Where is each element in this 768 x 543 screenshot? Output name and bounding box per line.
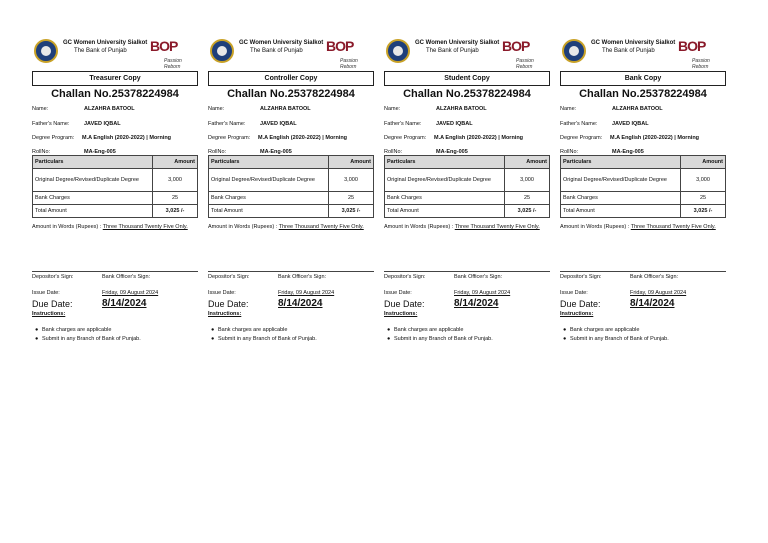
header-particulars: Particulars <box>561 156 681 169</box>
row-amount: 25 <box>329 192 374 205</box>
table-row <box>561 192 726 205</box>
signature-rule <box>560 271 726 272</box>
program-value: M.A English (2020-2022) | Morning <box>610 135 700 141</box>
father-row <box>560 121 649 127</box>
instruction-text: Bank charges are applicable <box>570 327 640 333</box>
father-row <box>384 121 473 127</box>
words-label: Amount in Words (Rupees) : <box>384 224 454 230</box>
header-particulars: Particulars <box>209 156 329 169</box>
university-seal-icon <box>562 39 586 63</box>
instruction-item <box>211 336 317 342</box>
due-date-value: 8/14/2024 <box>454 298 499 309</box>
due-date-label: Due Date: <box>208 299 249 309</box>
bullet-icon: ● <box>35 327 39 333</box>
bop-logo-icon <box>326 38 366 68</box>
instruction-item <box>563 327 640 333</box>
roll-label: RollNo: <box>560 149 579 155</box>
bop-tagline: Passion Reborn <box>692 58 710 70</box>
bank-name: The Bank of Punjab <box>250 48 303 54</box>
total-label: Total Amount <box>561 205 681 218</box>
instruction-item <box>211 327 288 333</box>
name-label: Name: <box>560 106 577 112</box>
total-value: 3,025 /- <box>329 205 374 218</box>
table-row <box>385 169 550 192</box>
table-row <box>561 169 726 192</box>
name-row <box>560 106 663 112</box>
bop-tagline: Passion Reborn <box>340 58 358 70</box>
instruction-item <box>35 336 141 342</box>
row-amount: 3,000 <box>153 169 198 192</box>
bop-logo-text: BOP <box>150 38 178 54</box>
row-amount: 25 <box>153 192 198 205</box>
table-total-row <box>209 205 374 218</box>
university-seal-icon <box>210 39 234 63</box>
instruction-item <box>35 327 112 333</box>
amount-in-words <box>208 223 374 232</box>
bop-logo-text: BOP <box>678 38 706 54</box>
name-value: ALZAHRA BATOOL <box>84 106 135 112</box>
father-label: Father's Name: <box>384 121 422 127</box>
father-value: JAVED IQBAL <box>260 121 297 127</box>
row-item: Original Degree/Revised/Duplicate Degree <box>561 169 681 192</box>
bop-logo-text: BOP <box>502 38 530 54</box>
bullet-icon: ● <box>211 336 215 342</box>
father-row <box>208 121 297 127</box>
program-row <box>384 135 524 141</box>
header-amount: Amount <box>329 156 374 169</box>
total-label: Total Amount <box>385 205 505 218</box>
name-value: ALZAHRA BATOOL <box>612 106 663 112</box>
challan-header <box>560 32 726 68</box>
words-label: Amount in Words (Rupees) : <box>560 224 630 230</box>
name-row <box>208 106 311 112</box>
bop-logo-icon <box>150 38 190 68</box>
row-item: Bank Charges <box>561 192 681 205</box>
row-amount: 3,000 <box>505 169 550 192</box>
challan-number: Challan No.25378224984 <box>51 88 179 100</box>
challan-treasurer <box>32 32 198 342</box>
challan-controller <box>208 32 374 342</box>
header-particulars: Particulars <box>33 156 153 169</box>
program-label: Degree Program: <box>32 135 75 141</box>
fee-table <box>384 155 550 218</box>
table-total-row <box>385 205 550 218</box>
program-label: Degree Program: <box>208 135 251 141</box>
total-value: 3,025 /- <box>153 205 198 218</box>
instruction-text: Submit in any Branch of Bank of Punjab. <box>218 336 317 342</box>
total-label: Total Amount <box>33 205 153 218</box>
row-amount: 3,000 <box>681 169 726 192</box>
total-label: Total Amount <box>209 205 329 218</box>
total-value: 3,025 /- <box>505 205 550 218</box>
issue-date-value: Friday, 09 August 2024 <box>630 290 687 296</box>
table-header-row <box>209 156 374 169</box>
instruction-item <box>387 336 493 342</box>
due-date-value: 8/14/2024 <box>630 298 675 309</box>
instructions-title: Instructions: <box>32 311 66 317</box>
copy-title: Bank Copy <box>560 71 726 86</box>
depositor-sign: Depositor's Sign: <box>208 274 250 280</box>
words-value: Three Thousand Twenty Five Only. <box>278 224 364 230</box>
name-label: Name: <box>32 106 49 112</box>
bank-name: The Bank of Punjab <box>426 48 479 54</box>
father-label: Father's Name: <box>208 121 246 127</box>
name-row <box>384 106 487 112</box>
roll-label: RollNo: <box>32 149 51 155</box>
university-name: GC Women University Sialkot <box>239 40 324 46</box>
instructions-title: Instructions: <box>560 311 594 317</box>
father-value: JAVED IQBAL <box>84 121 121 127</box>
copy-title: Controller Copy <box>208 71 374 86</box>
table-row <box>385 192 550 205</box>
officer-sign: Bank Officer's Sign: <box>278 274 327 280</box>
instruction-text: Bank charges are applicable <box>218 327 288 333</box>
depositor-sign: Depositor's Sign: <box>560 274 602 280</box>
words-label: Amount in Words (Rupees) : <box>208 224 278 230</box>
program-row <box>560 135 700 141</box>
row-item: Original Degree/Revised/Duplicate Degree <box>33 169 153 192</box>
program-row <box>208 135 348 141</box>
instruction-text: Bank charges are applicable <box>394 327 464 333</box>
due-date-label: Due Date: <box>32 299 73 309</box>
depositor-sign: Depositor's Sign: <box>384 274 426 280</box>
challan-header <box>32 32 198 68</box>
name-value: ALZAHRA BATOOL <box>436 106 487 112</box>
bullet-icon: ● <box>387 327 391 333</box>
table-header-row <box>561 156 726 169</box>
challan-number: Challan No.25378224984 <box>403 88 531 100</box>
amount-in-words <box>384 223 550 232</box>
instruction-item <box>387 327 464 333</box>
father-label: Father's Name: <box>560 121 598 127</box>
program-value: M.A English (2020-2022) | Morning <box>434 135 524 141</box>
bop-tagline: Passion Reborn <box>164 58 182 70</box>
name-label: Name: <box>384 106 401 112</box>
father-value: JAVED IQBAL <box>612 121 649 127</box>
table-total-row <box>561 205 726 218</box>
row-item: Original Degree/Revised/Duplicate Degree <box>209 169 329 192</box>
challan-number: Challan No.25378224984 <box>227 88 355 100</box>
table-total-row <box>33 205 198 218</box>
issue-date-label: Issue Date: <box>560 290 588 296</box>
instruction-text: Submit in any Branch of Bank of Punjab. <box>394 336 493 342</box>
roll-value: MA-Eng-005 <box>84 149 116 155</box>
name-value: ALZAHRA BATOOL <box>260 106 311 112</box>
bullet-icon: ● <box>35 336 39 342</box>
program-label: Degree Program: <box>384 135 427 141</box>
issue-date-value: Friday, 09 August 2024 <box>454 290 511 296</box>
words-label: Amount in Words (Rupees) : <box>32 224 102 230</box>
bullet-icon: ● <box>563 336 567 342</box>
university-name: GC Women University Sialkot <box>63 40 148 46</box>
bop-logo-text: BOP <box>326 38 354 54</box>
bop-tagline: Passion Reborn <box>516 58 534 70</box>
roll-label: RollNo: <box>384 149 403 155</box>
challan-bank <box>560 32 726 342</box>
fee-table <box>32 155 198 218</box>
header-particulars: Particulars <box>385 156 505 169</box>
table-row <box>209 192 374 205</box>
challan-header <box>384 32 550 68</box>
bullet-icon: ● <box>211 327 215 333</box>
officer-sign: Bank Officer's Sign: <box>454 274 503 280</box>
header-amount: Amount <box>681 156 726 169</box>
bullet-icon: ● <box>387 336 391 342</box>
table-row <box>33 169 198 192</box>
header-amount: Amount <box>505 156 550 169</box>
name-row <box>32 106 135 112</box>
instruction-text: Bank charges are applicable <box>42 327 112 333</box>
table-header-row <box>33 156 198 169</box>
father-value: JAVED IQBAL <box>436 121 473 127</box>
row-amount: 3,000 <box>329 169 374 192</box>
words-value: Three Thousand Twenty Five Only. <box>102 224 188 230</box>
due-date-value: 8/14/2024 <box>102 298 147 309</box>
signature-rule <box>208 271 374 272</box>
program-value: M.A English (2020-2022) | Morning <box>258 135 348 141</box>
instructions-title: Instructions: <box>208 311 242 317</box>
roll-label: RollNo: <box>208 149 227 155</box>
officer-sign: Bank Officer's Sign: <box>630 274 679 280</box>
row-amount: 25 <box>681 192 726 205</box>
university-seal-icon <box>34 39 58 63</box>
university-name: GC Women University Sialkot <box>415 40 500 46</box>
table-header-row <box>385 156 550 169</box>
roll-value: MA-Eng-005 <box>260 149 292 155</box>
bop-logo-icon <box>678 38 718 68</box>
university-name: GC Women University Sialkot <box>591 40 676 46</box>
program-value: M.A English (2020-2022) | Morning <box>82 135 172 141</box>
amount-in-words <box>560 223 726 232</box>
father-label: Father's Name: <box>32 121 70 127</box>
program-label: Degree Program: <box>560 135 603 141</box>
due-date-value: 8/14/2024 <box>278 298 323 309</box>
issue-date-label: Issue Date: <box>384 290 412 296</box>
row-item: Original Degree/Revised/Duplicate Degree <box>385 169 505 192</box>
bop-logo-icon <box>502 38 542 68</box>
roll-value: MA-Eng-005 <box>436 149 468 155</box>
row-item: Bank Charges <box>33 192 153 205</box>
fee-table <box>560 155 726 218</box>
father-row <box>32 121 121 127</box>
program-row <box>32 135 172 141</box>
table-row <box>33 192 198 205</box>
challan-header <box>208 32 374 68</box>
university-seal-icon <box>386 39 410 63</box>
bullet-icon: ● <box>563 327 567 333</box>
officer-sign: Bank Officer's Sign: <box>102 274 151 280</box>
instruction-text: Submit in any Branch of Bank of Punjab. <box>570 336 669 342</box>
words-value: Three Thousand Twenty Five Only. <box>630 224 716 230</box>
due-date-label: Due Date: <box>560 299 601 309</box>
copy-title: Student Copy <box>384 71 550 86</box>
instruction-item <box>563 336 669 342</box>
table-row <box>209 169 374 192</box>
signature-rule <box>32 271 198 272</box>
row-item: Bank Charges <box>385 192 505 205</box>
row-item: Bank Charges <box>209 192 329 205</box>
instructions-title: Instructions: <box>384 311 418 317</box>
instruction-text: Submit in any Branch of Bank of Punjab. <box>42 336 141 342</box>
copy-title: Treasurer Copy <box>32 71 198 86</box>
issue-date-label: Issue Date: <box>208 290 236 296</box>
issue-date-label: Issue Date: <box>32 290 60 296</box>
challan-student <box>384 32 550 342</box>
words-value: Three Thousand Twenty Five Only. <box>454 224 540 230</box>
header-amount: Amount <box>153 156 198 169</box>
due-date-label: Due Date: <box>384 299 425 309</box>
issue-date-value: Friday, 09 August 2024 <box>102 290 159 296</box>
row-amount: 25 <box>505 192 550 205</box>
bank-name: The Bank of Punjab <box>74 48 127 54</box>
challan-number: Challan No.25378224984 <box>579 88 707 100</box>
amount-in-words <box>32 223 198 232</box>
roll-value: MA-Eng-005 <box>612 149 644 155</box>
name-label: Name: <box>208 106 225 112</box>
total-value: 3,025 /- <box>681 205 726 218</box>
signature-rule <box>384 271 550 272</box>
bank-name: The Bank of Punjab <box>602 48 655 54</box>
depositor-sign: Depositor's Sign: <box>32 274 74 280</box>
fee-table <box>208 155 374 218</box>
issue-date-value: Friday, 09 August 2024 <box>278 290 335 296</box>
